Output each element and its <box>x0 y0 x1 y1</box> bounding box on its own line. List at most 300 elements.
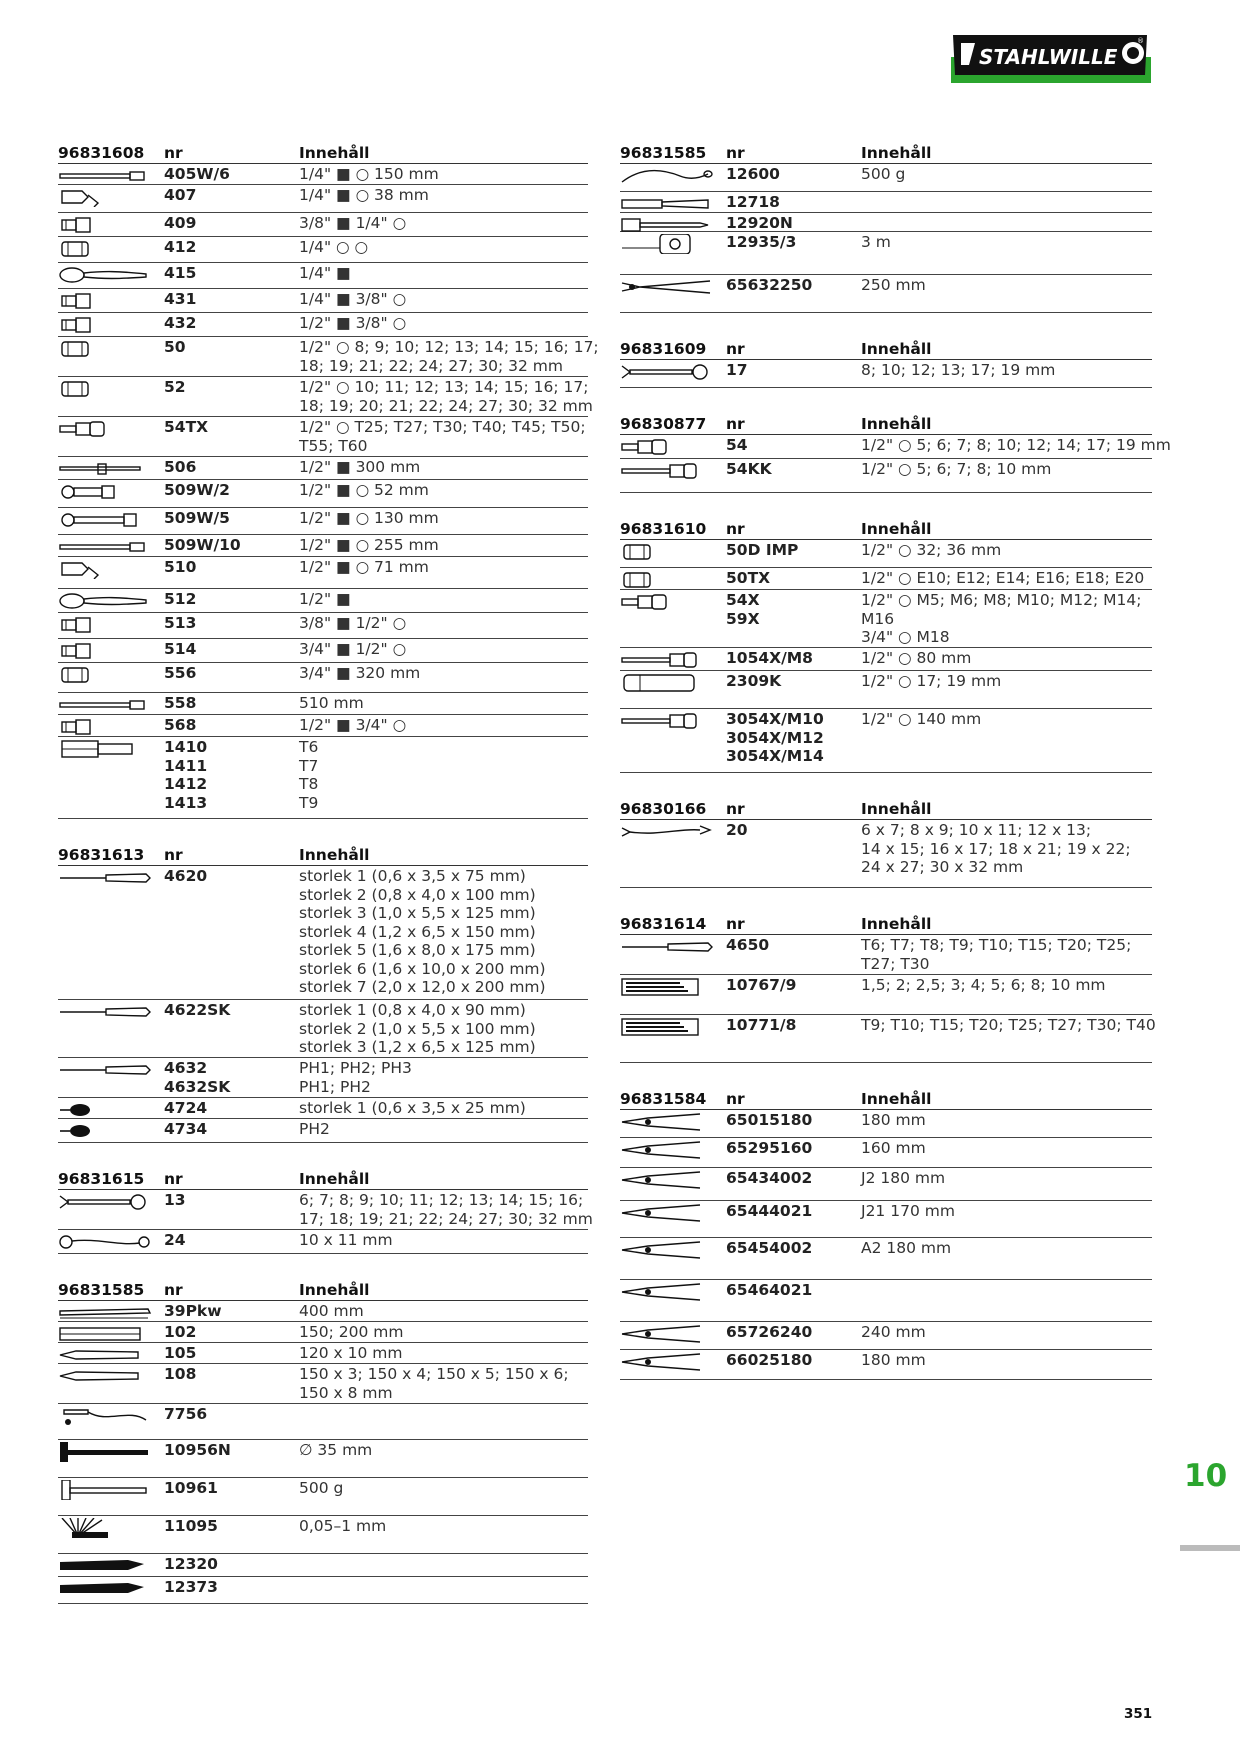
mallet-icon <box>58 1442 154 1462</box>
article-number: 506 <box>164 458 197 476</box>
table-row <box>58 1322 588 1343</box>
table-row <box>58 1058 588 1098</box>
content-cell <box>299 693 588 713</box>
content-line: 1/2" ■ ○ 130 mm <box>299 509 439 527</box>
content-line: 1,5; 2; 2,5; 3; 4; 5; 6; 8; 10 mm <box>861 976 1106 994</box>
table-row <box>620 192 1152 213</box>
content-line: 500 g <box>299 1479 344 1497</box>
ratchet-icon <box>58 265 154 285</box>
article-number: 13 <box>164 1191 186 1209</box>
set-table <box>620 339 1152 388</box>
content-cell <box>861 1322 1152 1342</box>
tool-picture <box>58 1322 164 1344</box>
content-cell <box>299 1119 588 1139</box>
tool-picture <box>58 185 164 207</box>
column-header-nr: nr <box>164 845 183 864</box>
content-line: 18; 19; 21; 22; 24; 27; 30; 32 mm <box>299 356 563 375</box>
article-cell <box>164 1230 299 1250</box>
table-row <box>58 557 588 589</box>
tool-picture <box>58 1364 164 1386</box>
article-number: 412 <box>164 238 197 256</box>
tool-picture <box>58 1404 164 1426</box>
column-header-content: Innehåll <box>861 339 932 358</box>
article-number: 1410 <box>164 738 208 756</box>
article-cell <box>726 1280 861 1300</box>
tool-picture <box>620 192 726 214</box>
article-number: 513 <box>164 614 197 632</box>
set-table-header <box>58 143 588 164</box>
column-header-nr: nr <box>164 1280 183 1299</box>
table-row <box>58 1098 588 1119</box>
article-number: 17 <box>726 361 748 379</box>
article-number: 50D IMP <box>726 541 799 559</box>
content-line: 0,05–1 mm <box>299 1517 387 1535</box>
article-cell <box>164 508 299 528</box>
article-cell <box>164 866 299 886</box>
wire-brush-icon <box>58 1556 154 1576</box>
article-number: 509W/5 <box>164 509 230 527</box>
table-row <box>620 275 1152 313</box>
content-line: 1/2" ■ ○ 52 mm <box>299 481 429 499</box>
set-table-header <box>58 1169 588 1190</box>
article-number: 12320 <box>164 1555 218 1573</box>
content-cell <box>861 1280 1152 1281</box>
content-cell <box>299 1098 588 1118</box>
article-number: 1413 <box>164 793 208 812</box>
table-row <box>58 263 588 289</box>
content-line: 3 m <box>861 233 891 251</box>
content-cell <box>299 1301 588 1321</box>
content-cell <box>861 540 1152 560</box>
table-row <box>58 1190 593 1230</box>
content-cell <box>861 1168 1152 1188</box>
combination-wrench-icon <box>620 362 716 382</box>
article-cell <box>726 1168 861 1188</box>
table-row <box>58 1000 588 1058</box>
tool-picture <box>620 671 726 693</box>
content-line: ∅ 35 mm <box>299 1441 373 1459</box>
article-cell <box>726 213 861 233</box>
table-row <box>620 1138 1152 1168</box>
content-cell <box>861 820 1152 877</box>
article-number: 65454002 <box>726 1239 813 1257</box>
tool-picture <box>620 709 726 731</box>
content-line: 1/2" ○ 5; 6; 7; 8; 10 mm <box>861 460 1052 478</box>
article-number: 431 <box>164 290 197 308</box>
article-cell <box>164 377 299 397</box>
content-cell <box>299 613 588 633</box>
article-cell <box>164 1478 299 1498</box>
content-line: 3/4" ■ 320 mm <box>299 664 421 682</box>
content-cell <box>299 1230 588 1250</box>
tool-picture <box>620 360 726 382</box>
table-row <box>620 459 1152 493</box>
table-row <box>58 639 588 663</box>
article-cell <box>726 435 861 455</box>
content-cell <box>299 1322 588 1342</box>
content-cell <box>299 164 588 184</box>
tool-picture <box>58 1058 164 1080</box>
universal-joint-icon <box>58 559 154 579</box>
content-cell <box>861 1350 1152 1370</box>
column-header-content: Innehåll <box>299 1169 370 1188</box>
table-row <box>620 820 1152 888</box>
table-row <box>58 237 588 263</box>
stahlwille-logo <box>951 33 1151 83</box>
content-line: M16 <box>861 609 895 628</box>
circlip-pliers-icon <box>620 1170 716 1190</box>
page-number: 351 <box>1124 1706 1153 1722</box>
content-line: storlek 4 (1,2 x 6,5 x 150 mm) <box>299 922 536 941</box>
table-row <box>58 457 588 480</box>
content-line: 150; 200 mm <box>299 1323 404 1341</box>
article-number: 512 <box>164 590 197 608</box>
article-number: 510 <box>164 558 197 576</box>
content-line: storlek 5 (1,6 x 8,0 x 175 mm) <box>299 941 536 959</box>
set-code: 96831614 <box>620 915 707 933</box>
content-line: T6; T7; T8; T9; T10; T15; T20; T25; <box>861 936 1132 954</box>
content-line: J2 180 mm <box>861 1169 946 1187</box>
content-cell <box>299 535 588 555</box>
table-row <box>620 648 1152 671</box>
tool-picture <box>58 613 164 635</box>
tool-picture <box>58 1577 164 1599</box>
socket-icon <box>620 542 716 562</box>
article-cell <box>726 590 861 628</box>
tool-picture <box>58 1301 164 1323</box>
article-number: 108 <box>164 1365 197 1383</box>
article-number: 4632SK <box>164 1077 231 1096</box>
content-cell <box>861 232 1152 252</box>
content-line: PH1; PH2; PH3 <box>299 1059 412 1077</box>
set-table <box>58 1280 588 1604</box>
table-row <box>620 935 1152 975</box>
article-number: 4724 <box>164 1099 208 1117</box>
test-lamp-icon <box>58 1406 154 1426</box>
table-row <box>620 1201 1152 1238</box>
content-line: 3/4" ■ 1/2" ○ <box>299 640 407 658</box>
set-table-header <box>620 1089 1152 1110</box>
bit-socket-icon <box>620 437 716 457</box>
article-number: 12718 <box>726 193 780 211</box>
article-cell <box>164 613 299 633</box>
article-cell <box>726 568 861 588</box>
article-cell <box>164 313 299 333</box>
content-line: T9; T10; T15; T20; T25; T27; T30; T40 <box>861 1016 1156 1034</box>
article-cell <box>164 639 299 659</box>
circlip-pliers-icon <box>620 1282 716 1302</box>
stubby-driver-icon <box>58 1100 154 1120</box>
table-row <box>58 1440 588 1478</box>
tool-picture <box>620 1201 726 1223</box>
content-line: 510 mm <box>299 694 364 712</box>
article-number: 65444021 <box>726 1202 813 1220</box>
content-line: 24 x 27; 30 x 32 mm <box>861 858 1024 876</box>
article-cell <box>164 693 299 713</box>
tool-picture <box>620 935 726 957</box>
content-line: 10 x 11 mm <box>299 1231 393 1249</box>
content-line: storlek 7 (2,0 x 12,0 x 200 mm) <box>299 978 546 996</box>
chapter-tab-bar <box>1180 1545 1240 1551</box>
tool-picture <box>58 1343 164 1365</box>
column-header-content: Innehåll <box>861 799 932 818</box>
tool-picture <box>58 535 164 557</box>
tool-picture <box>58 289 164 311</box>
article-number: 12373 <box>164 1578 218 1596</box>
column-header-content: Innehåll <box>299 1280 370 1299</box>
column-header-content: Innehåll <box>299 143 370 162</box>
tyre-lever-icon <box>58 1303 154 1323</box>
article-number: 509W/2 <box>164 481 230 499</box>
content-cell <box>299 417 588 455</box>
tool-picture <box>58 866 164 888</box>
article-cell <box>164 263 299 283</box>
article-number: 514 <box>164 640 197 658</box>
article-cell <box>164 557 299 577</box>
article-cell <box>164 1190 299 1210</box>
article-number: 12600 <box>726 165 780 183</box>
socket-icon <box>58 239 154 259</box>
bit-socket-long-icon <box>620 461 716 481</box>
content-line: storlek 3 (1,0 x 5,5 x 125 mm) <box>299 904 536 922</box>
inspection-mirror-icon <box>620 166 716 186</box>
column-header-nr: nr <box>726 414 745 433</box>
content-cell <box>861 435 1171 455</box>
hex-key-set-icon <box>620 977 716 997</box>
column-header-content: Innehåll <box>861 1089 932 1108</box>
water-pump-pliers-icon <box>620 1324 716 1344</box>
table-row <box>58 613 588 639</box>
content-line: 180 mm <box>861 1351 926 1369</box>
tool-picture <box>58 715 164 737</box>
right-column <box>620 143 1171 1406</box>
content-line: 3/4" ○ M18 <box>861 628 950 646</box>
content-line: 160 mm <box>861 1139 926 1157</box>
article-cell <box>164 589 299 609</box>
table-row <box>620 1238 1152 1280</box>
article-number: 1411 <box>164 756 208 775</box>
article-number: 558 <box>164 694 197 712</box>
content-line: storlek 1 (0,6 x 3,5 x 25 mm) <box>299 1099 526 1117</box>
article-cell <box>164 1058 299 1096</box>
table-row <box>58 213 588 237</box>
article-number: 20 <box>726 821 748 839</box>
table-row <box>620 540 1152 568</box>
article-cell <box>164 289 299 309</box>
table-row <box>58 1119 588 1143</box>
table-row <box>58 480 588 508</box>
article-cell <box>164 1343 299 1363</box>
article-cell <box>164 1440 299 1460</box>
article-number: 12935/3 <box>726 233 797 251</box>
content-line: 1/4" ■ ○ 150 mm <box>299 165 439 183</box>
universal-joint-icon <box>58 187 154 207</box>
content-line: 1/2" ○ 10; 11; 12; 13; 14; 15; 16; 17; <box>299 378 589 396</box>
article-cell <box>164 1119 299 1139</box>
content-line: 6; 7; 8; 9; 10; 11; 12; 13; 14; 15; 16; <box>299 1191 584 1209</box>
extension-mid-icon <box>58 510 154 530</box>
content-cell <box>299 508 588 528</box>
column-header-nr: nr <box>726 799 745 818</box>
tool-picture <box>58 417 164 439</box>
content-cell <box>861 164 1152 184</box>
article-number: 7756 <box>164 1405 208 1423</box>
content-cell <box>861 1238 1152 1258</box>
column-header-content: Innehåll <box>861 519 932 538</box>
content-line: 1/2" ■ 3/8" ○ <box>299 314 407 332</box>
content-cell <box>299 1577 588 1578</box>
content-line: 400 mm <box>299 1302 364 1320</box>
adaptor-icon <box>58 615 154 635</box>
content-line: 150 x 8 mm <box>299 1383 393 1402</box>
content-line: T55; T60 <box>299 436 368 455</box>
content-cell <box>299 480 588 500</box>
adaptor-icon <box>58 291 154 311</box>
content-line: T9 <box>299 793 319 812</box>
tool-picture <box>58 508 164 530</box>
content-line: 1/2" ■ ○ 255 mm <box>299 536 439 554</box>
content-cell <box>299 1440 588 1460</box>
column-header-content: Innehåll <box>299 845 370 864</box>
article-cell <box>164 1577 299 1597</box>
table-row <box>58 1516 588 1554</box>
tool-picture <box>58 480 164 502</box>
content-cell <box>299 237 588 257</box>
article-number: 24 <box>164 1231 186 1249</box>
table-row <box>58 663 588 693</box>
article-cell <box>726 1015 861 1035</box>
tool-picture <box>620 275 726 297</box>
content-line: 1/2" ○ 32; 36 mm <box>861 541 1002 559</box>
article-cell <box>164 1404 299 1424</box>
table-row <box>620 1168 1152 1201</box>
article-number: 105 <box>164 1344 197 1362</box>
tool-picture <box>58 663 164 685</box>
article-number: 50 <box>164 338 186 356</box>
article-cell <box>164 337 299 357</box>
table-row <box>58 508 588 535</box>
tool-picture <box>620 1350 726 1372</box>
tool-picture <box>58 213 164 235</box>
tool-picture <box>58 1478 164 1500</box>
content-line: 180 mm <box>861 1111 926 1129</box>
content-cell <box>299 185 588 205</box>
content-cell <box>861 975 1152 995</box>
content-cell <box>299 337 599 375</box>
tool-picture <box>620 568 726 590</box>
ring-wrench-icon <box>58 1232 154 1252</box>
adaptor-icon <box>58 717 154 737</box>
tool-picture <box>58 377 164 399</box>
set-table <box>620 143 1152 313</box>
table-row <box>620 709 1152 773</box>
article-cell <box>726 1201 861 1221</box>
content-cell <box>861 459 1152 479</box>
column-header-nr: nr <box>726 143 745 162</box>
set-table-header <box>620 519 1152 540</box>
table-row <box>58 164 588 185</box>
content-cell <box>299 1000 588 1057</box>
table-row <box>58 737 588 819</box>
content-cell <box>299 1343 588 1363</box>
column-header-content: Innehåll <box>861 914 932 933</box>
content-cell <box>299 1058 588 1096</box>
content-line: 1/2" ■ <box>299 590 351 608</box>
article-cell <box>164 1554 299 1574</box>
article-number: 4734 <box>164 1120 208 1138</box>
article-cell <box>164 213 299 233</box>
table-row <box>58 535 588 557</box>
screwdriver-icon <box>58 868 154 888</box>
table-row <box>58 589 588 613</box>
screwdriver-icon <box>58 1002 154 1022</box>
article-cell <box>726 360 861 380</box>
tool-picture <box>620 1138 726 1160</box>
content-line: 1/4" ○ ○ <box>299 238 368 256</box>
set-table <box>620 414 1171 493</box>
article-cell <box>164 457 299 477</box>
content-cell <box>299 663 588 683</box>
table-row <box>58 1230 588 1254</box>
article-cell <box>726 709 861 766</box>
table-row <box>58 185 588 213</box>
socket-icon <box>58 665 154 685</box>
article-number: 2309K <box>726 672 782 690</box>
article-cell <box>164 417 299 437</box>
tool-picture <box>58 737 164 759</box>
tool-picture <box>58 639 164 661</box>
table-row <box>58 313 588 337</box>
content-cell <box>861 1015 1156 1035</box>
article-number: 65434002 <box>726 1169 813 1187</box>
content-cell <box>299 737 588 812</box>
adaptor-icon <box>58 215 154 235</box>
column-header-content: Innehåll <box>861 414 932 433</box>
stubby-driver-icon <box>58 1121 154 1141</box>
set-table <box>620 519 1152 773</box>
content-line: PH1; PH2 <box>299 1077 371 1096</box>
tool-picture <box>620 1238 726 1260</box>
article-cell <box>726 935 861 955</box>
table-row <box>58 289 588 313</box>
article-cell <box>726 1322 861 1342</box>
article-cell <box>164 1301 299 1321</box>
table-row <box>58 693 588 715</box>
article-number: 10961 <box>164 1479 218 1497</box>
set-code: 96830166 <box>620 800 707 818</box>
article-cell <box>726 540 861 560</box>
content-line: 1/2" ○ 17; 19 mm <box>861 672 1002 690</box>
tool-picture <box>620 648 726 670</box>
set-table <box>620 799 1152 888</box>
tool-picture <box>58 1440 164 1462</box>
bit-socket-icon <box>58 419 154 439</box>
article-cell <box>164 164 299 184</box>
article-cell <box>726 459 861 479</box>
tool-picture <box>58 237 164 259</box>
feeler-gauge-icon <box>58 1518 154 1538</box>
socket-icon <box>620 570 716 590</box>
tool-picture <box>620 435 726 457</box>
scraper-icon <box>620 194 716 214</box>
content-line: A2 180 mm <box>861 1239 952 1257</box>
set-table-header <box>620 143 1152 164</box>
set-code: 96831615 <box>58 1170 145 1188</box>
article-cell <box>164 185 299 205</box>
article-number: 10956N <box>164 1441 231 1459</box>
article-cell <box>726 975 861 995</box>
content-cell <box>299 1478 588 1498</box>
